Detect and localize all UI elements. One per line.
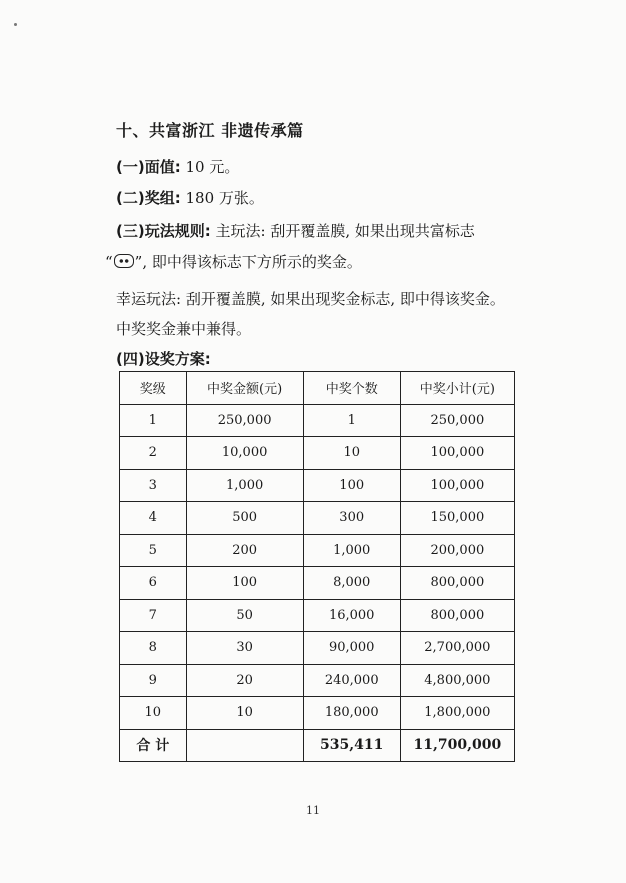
table-header-row bbox=[120, 372, 515, 405]
table-cell: 50 bbox=[186, 599, 303, 632]
rules-label: (三)玩法规则: bbox=[116, 222, 211, 240]
table-row bbox=[120, 664, 515, 697]
table-cell: 800,000 bbox=[400, 599, 514, 632]
table-cell: 2,700,000 bbox=[400, 632, 514, 665]
table-cell: 20 bbox=[186, 664, 303, 697]
table-row bbox=[120, 437, 515, 470]
table-row bbox=[120, 502, 515, 535]
total-count-cell: 535,411 bbox=[303, 729, 400, 762]
table-cell: 300 bbox=[303, 502, 400, 535]
table-cell: 7 bbox=[120, 599, 187, 632]
table-cell: 800,000 bbox=[400, 567, 514, 600]
table-cell: 250,000 bbox=[186, 404, 303, 437]
table-cell: 8,000 bbox=[303, 567, 400, 600]
rules-main-line1: 主玩法: 刮开覆盖膜, 如果出现共富标志 bbox=[215, 222, 475, 240]
scheme-line bbox=[116, 348, 211, 369]
table-cell: 500 bbox=[186, 502, 303, 535]
total-cell bbox=[186, 729, 303, 762]
table-row bbox=[120, 469, 515, 502]
table-row bbox=[120, 632, 515, 665]
table-cell: 100 bbox=[186, 567, 303, 600]
table-cell: 1,000 bbox=[303, 534, 400, 567]
table-cell: 3 bbox=[120, 469, 187, 502]
rules-main-line2 bbox=[105, 251, 362, 272]
table-cell: 10 bbox=[186, 697, 303, 730]
table-row bbox=[120, 599, 515, 632]
table-cell: 10 bbox=[120, 697, 187, 730]
table-cell: 30 bbox=[186, 632, 303, 665]
prize-table bbox=[119, 371, 515, 762]
table-row bbox=[120, 534, 515, 567]
book-line bbox=[116, 187, 264, 208]
section-heading: 十、共富浙江 非遗传承篇 bbox=[116, 121, 304, 140]
book-label: (二)奖组: bbox=[116, 189, 181, 207]
table-cell: 240,000 bbox=[303, 664, 400, 697]
header-cell: 中奖个数 bbox=[303, 372, 400, 405]
table-cell: 250,000 bbox=[400, 404, 514, 437]
table-cell: 4,800,000 bbox=[400, 664, 514, 697]
table-cell: 16,000 bbox=[303, 599, 400, 632]
table-cell: 5 bbox=[120, 534, 187, 567]
table-cell: 150,000 bbox=[400, 502, 514, 535]
face-value-text: 10 元。 bbox=[185, 158, 240, 176]
table-cell: 100,000 bbox=[400, 469, 514, 502]
book-text: 180 万张。 bbox=[185, 189, 264, 207]
table-cell: 10 bbox=[303, 437, 400, 470]
quote-open: “ bbox=[105, 253, 113, 271]
face-value-line bbox=[116, 156, 239, 177]
header-cell: 奖级 bbox=[120, 372, 187, 405]
rules-main-line2-text: ”, 即中得该标志下方所示的奖金。 bbox=[134, 253, 362, 271]
table-cell: 100,000 bbox=[400, 437, 514, 470]
table-cell: 9 bbox=[120, 664, 187, 697]
header-cell: 中奖金额(元) bbox=[186, 372, 303, 405]
page-number: 11 bbox=[306, 804, 320, 817]
face-value-label: (一)面值: bbox=[116, 158, 181, 176]
table-cell: 200 bbox=[186, 534, 303, 567]
table-cell: 2 bbox=[120, 437, 187, 470]
total-label-cell: 合 计 bbox=[120, 729, 187, 762]
table-cell: 90,000 bbox=[303, 632, 400, 665]
table-cell: 10,000 bbox=[186, 437, 303, 470]
header-cell: 中奖小计(元) bbox=[400, 372, 514, 405]
scan-speck bbox=[14, 23, 17, 26]
table-row bbox=[120, 567, 515, 600]
total-row bbox=[120, 729, 515, 762]
table-row bbox=[120, 404, 515, 437]
common-prosperity-logo-icon bbox=[114, 254, 134, 268]
combine-line: 中奖奖金兼中兼得。 bbox=[116, 320, 252, 338]
table-cell: 8 bbox=[120, 632, 187, 665]
table-cell: 100 bbox=[303, 469, 400, 502]
table-cell: 4 bbox=[120, 502, 187, 535]
table-row bbox=[120, 697, 515, 730]
table-cell: 1 bbox=[303, 404, 400, 437]
table-cell: 6 bbox=[120, 567, 187, 600]
scheme-label: (四)设奖方案: bbox=[116, 350, 211, 368]
table-cell: 180,000 bbox=[303, 697, 400, 730]
rules-line bbox=[116, 220, 475, 241]
total-amount-cell: 11,700,000 bbox=[400, 729, 514, 762]
table-cell: 200,000 bbox=[400, 534, 514, 567]
table-cell: 1,000 bbox=[186, 469, 303, 502]
lucky-play-line: 幸运玩法: 刮开覆盖膜, 如果出现奖金标志, 即中得该奖金。 bbox=[116, 290, 505, 308]
table-cell: 1 bbox=[120, 404, 187, 437]
table-cell: 1,800,000 bbox=[400, 697, 514, 730]
